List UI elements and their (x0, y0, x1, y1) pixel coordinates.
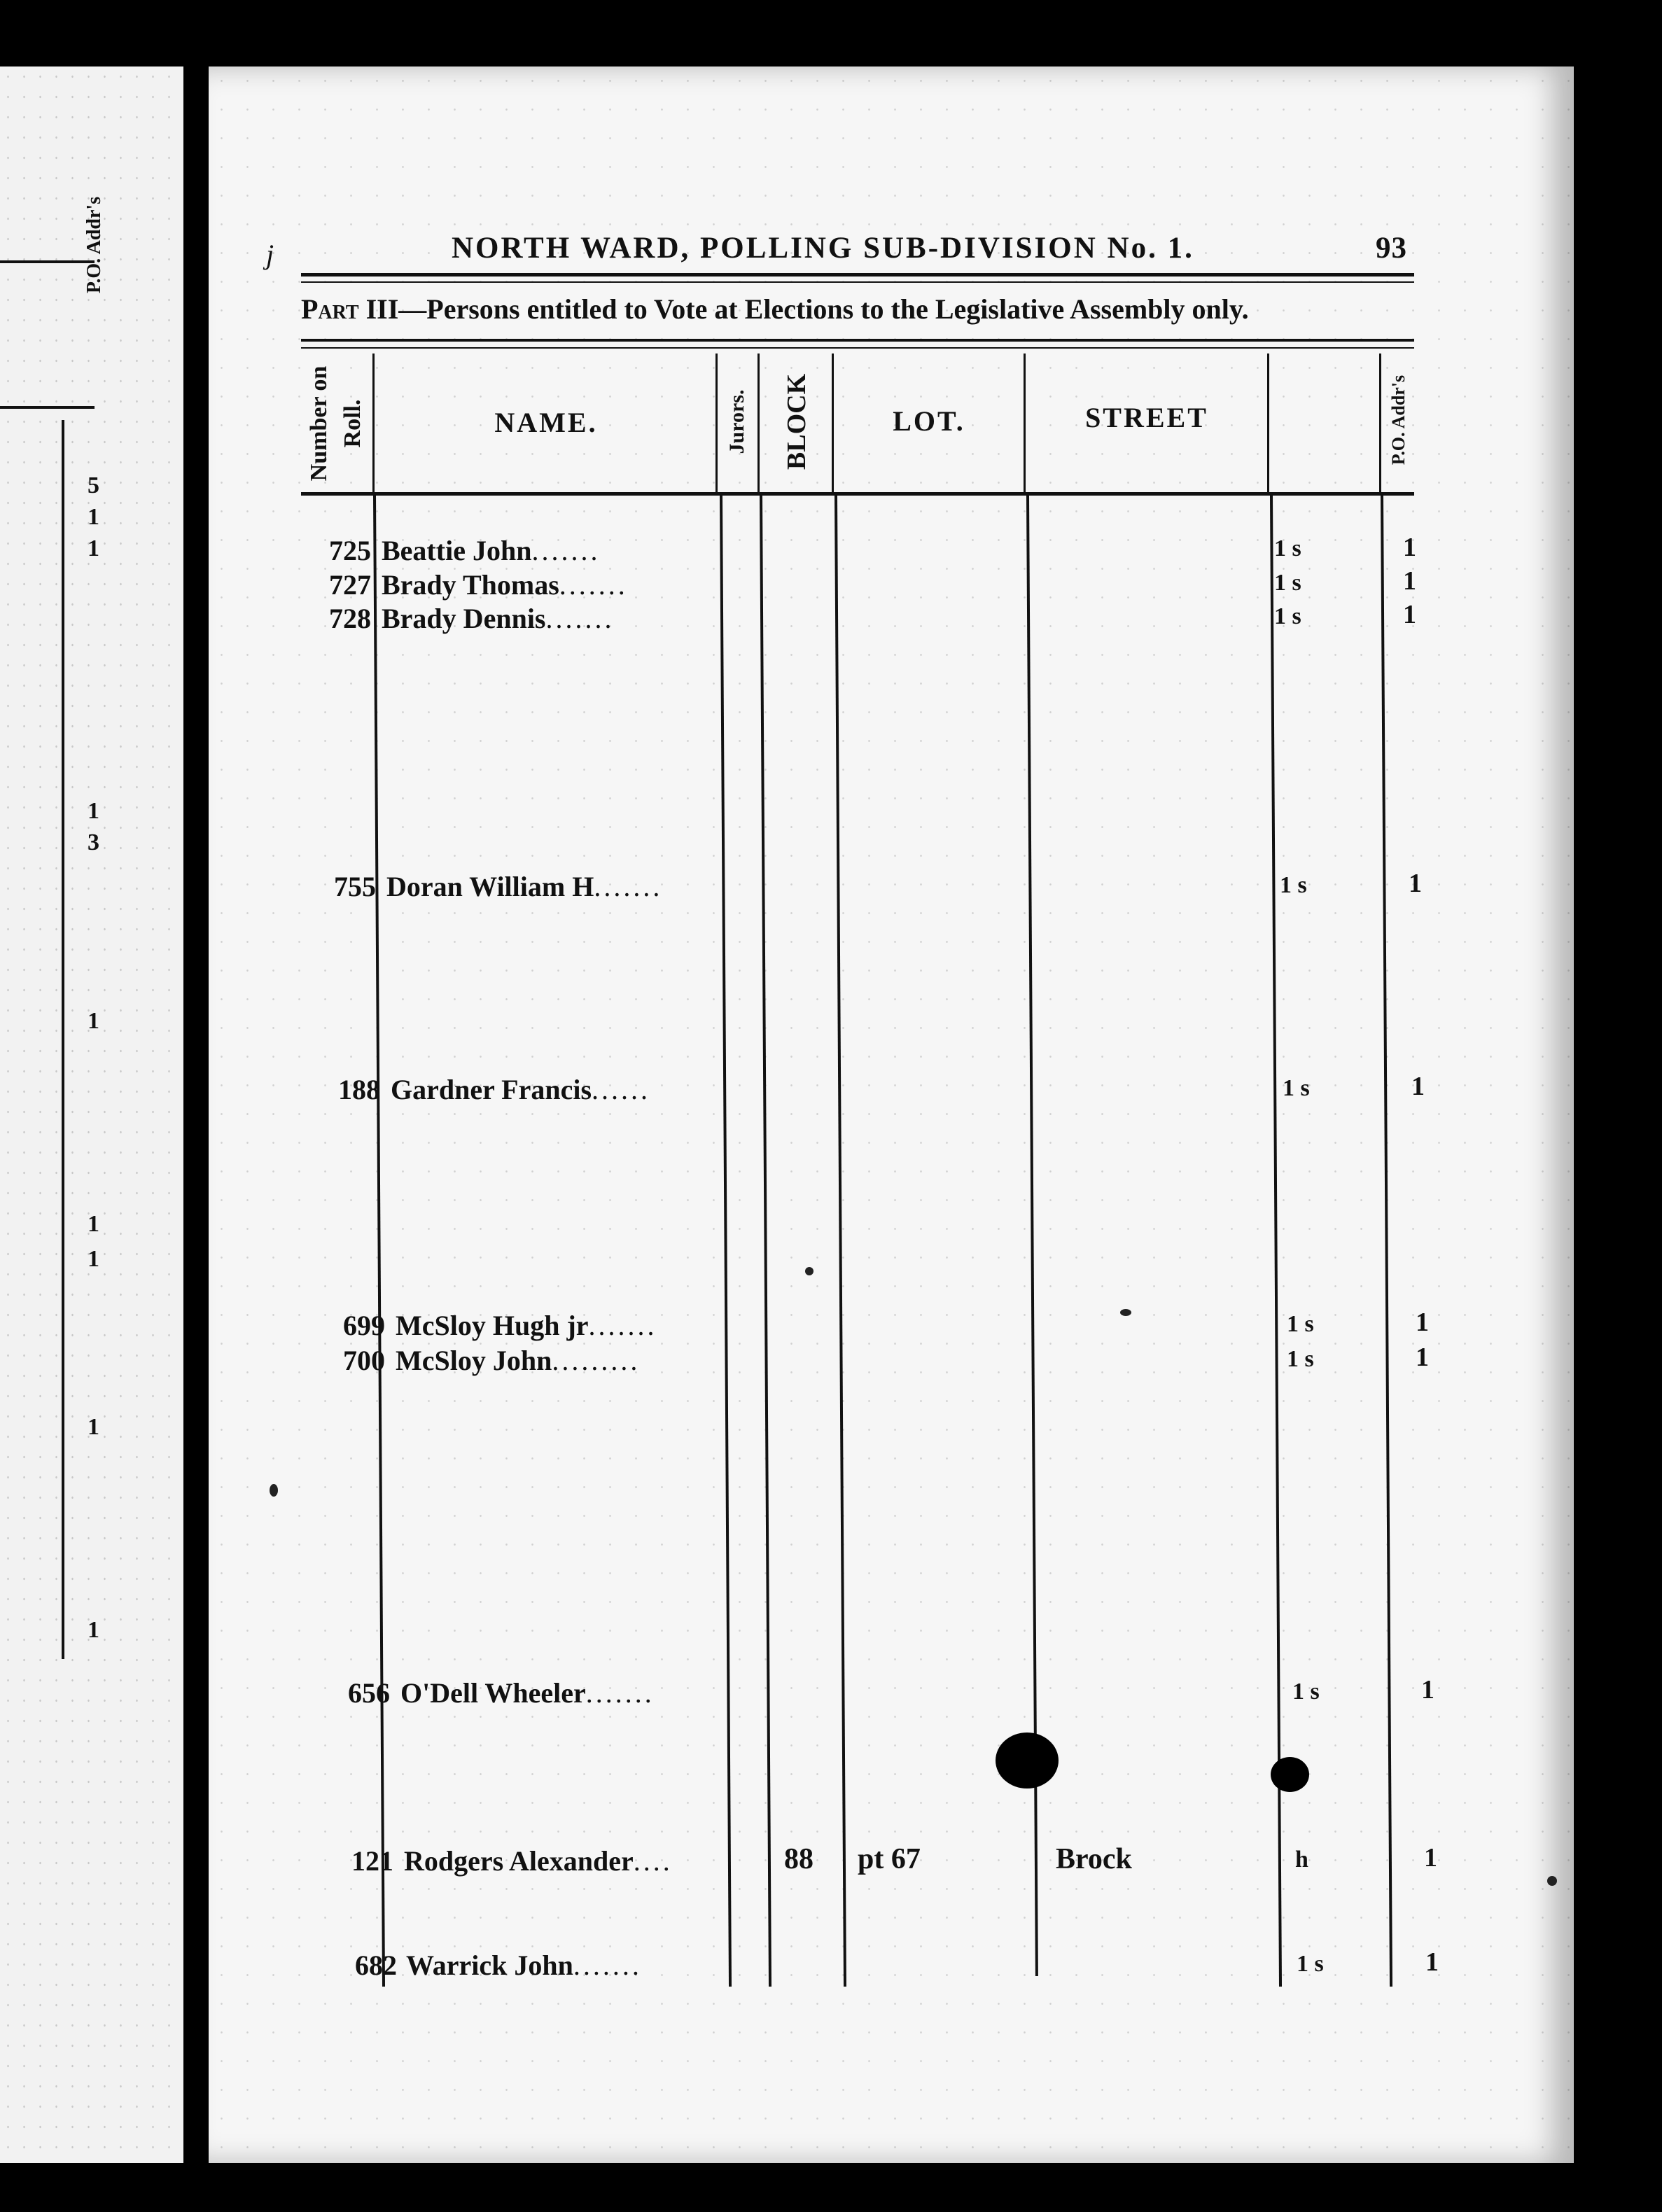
street-cell: Brock (1056, 1843, 1132, 1875)
po-cell: 1 (1403, 533, 1416, 562)
roll-number: 121 (351, 1845, 393, 1877)
part-description: —Persons entitled to Vote at Elections to the Legislative Assembly only. (398, 293, 1249, 325)
roll-number: 755 (334, 871, 376, 902)
margin-mark: j (266, 239, 274, 270)
po-cell: 1 (1424, 1843, 1437, 1872)
roll-number: 727 (329, 569, 371, 601)
left-po-header: P.O. Addr's (83, 196, 105, 294)
left-page-fragment (0, 66, 183, 2163)
roll-number: 682 (355, 1949, 397, 1981)
header-sep (1024, 354, 1026, 492)
header-sep (715, 354, 718, 492)
code-cell: 1 s (1287, 1346, 1314, 1372)
voter-name: Brady Dennis....... (382, 603, 615, 634)
po-cell: 1 (1425, 1947, 1439, 1977)
ink-speck (805, 1267, 813, 1275)
code-cell: 1 s (1274, 603, 1301, 629)
left-value: 1 (88, 536, 99, 561)
left-value: 5 (88, 472, 99, 498)
voter-name: O'Dell Wheeler....... (400, 1677, 655, 1709)
page-number: 93 (1376, 232, 1407, 265)
header-sep (372, 354, 375, 492)
table-rule-header-bottom (301, 492, 1414, 496)
part-label: Part III (301, 293, 399, 325)
voter-name: Brady Thomas....... (382, 569, 628, 601)
header-sep (1267, 354, 1269, 492)
page-title: NORTH WARD, POLLING SUB-DIVISION No. 1. (452, 232, 1194, 265)
code-cell: h (1295, 1847, 1308, 1872)
roll-number: 700 (343, 1345, 385, 1376)
po-cell: 1 (1403, 600, 1416, 629)
code-cell: 1 s (1280, 872, 1307, 898)
roll-number: 699 (343, 1310, 385, 1341)
left-value: 1 (88, 504, 99, 530)
voter-name: McSloy Hugh jr....... (396, 1310, 657, 1341)
voter-name: Gardner Francis...... (391, 1074, 651, 1105)
roll-number: 725 (329, 535, 371, 566)
po-cell: 1 (1416, 1343, 1429, 1372)
column-header-jurors: Jurors. (725, 389, 748, 454)
column-header-lot: LOT. (893, 405, 965, 437)
voter-name: Warrick John....... (406, 1949, 642, 1981)
header-sep (757, 354, 760, 492)
header-sep (1379, 354, 1381, 492)
po-cell: 1 (1403, 566, 1416, 596)
column-header-po: P.O. Addr's (1388, 374, 1409, 465)
left-value: 1 (88, 1414, 99, 1440)
column-header-street: STREET (1085, 402, 1208, 433)
roll-number: 728 (329, 603, 371, 634)
left-value: 1 (88, 798, 99, 824)
code-cell: 1 s (1283, 1075, 1310, 1101)
table-rule-top-thin (301, 347, 1414, 349)
left-value: 1 (88, 1211, 99, 1237)
left-value: 1 (88, 1246, 99, 1272)
header-sep (832, 354, 834, 492)
left-value: 1 (88, 1617, 99, 1643)
ink-blot (996, 1732, 1059, 1788)
block-cell: 88 (784, 1843, 813, 1875)
header-rule-upper (301, 273, 1414, 276)
voter-name: Beattie John....... (382, 535, 601, 566)
left-column-rule (62, 420, 64, 1659)
column-header-number: Number on Roll. (306, 365, 365, 482)
left-value: 3 (88, 830, 99, 855)
po-cell: 1 (1421, 1675, 1434, 1704)
voter-name: McSloy John......... (396, 1345, 641, 1376)
code-cell: 1 s (1274, 570, 1301, 596)
ink-blot (1271, 1757, 1309, 1792)
code-cell: 1 s (1292, 1679, 1320, 1704)
po-cell: 1 (1416, 1308, 1429, 1337)
column-header-block: BLOCK (782, 373, 811, 470)
po-cell: 1 (1411, 1072, 1425, 1101)
left-value: 1 (88, 1008, 99, 1034)
ink-speck (270, 1484, 278, 1497)
left-rule-bottom (0, 406, 95, 409)
roll-number: 656 (348, 1677, 390, 1709)
column-header-name: NAME. (494, 407, 598, 438)
voter-name: Doran William H....... (386, 871, 663, 902)
code-cell: 1 s (1287, 1311, 1314, 1337)
ink-speck (1120, 1309, 1131, 1316)
lot-cell: pt 67 (858, 1843, 921, 1875)
roll-number: 188 (338, 1074, 380, 1105)
code-cell: 1 s (1297, 1951, 1324, 1977)
ink-speck (1547, 1876, 1557, 1886)
table-rule-top (301, 339, 1414, 342)
code-cell: 1 s (1274, 536, 1301, 561)
voter-name: Rodgers Alexander.... (404, 1845, 673, 1877)
part-heading (301, 293, 1414, 326)
header-rule-lower (301, 281, 1414, 283)
po-cell: 1 (1409, 869, 1422, 898)
